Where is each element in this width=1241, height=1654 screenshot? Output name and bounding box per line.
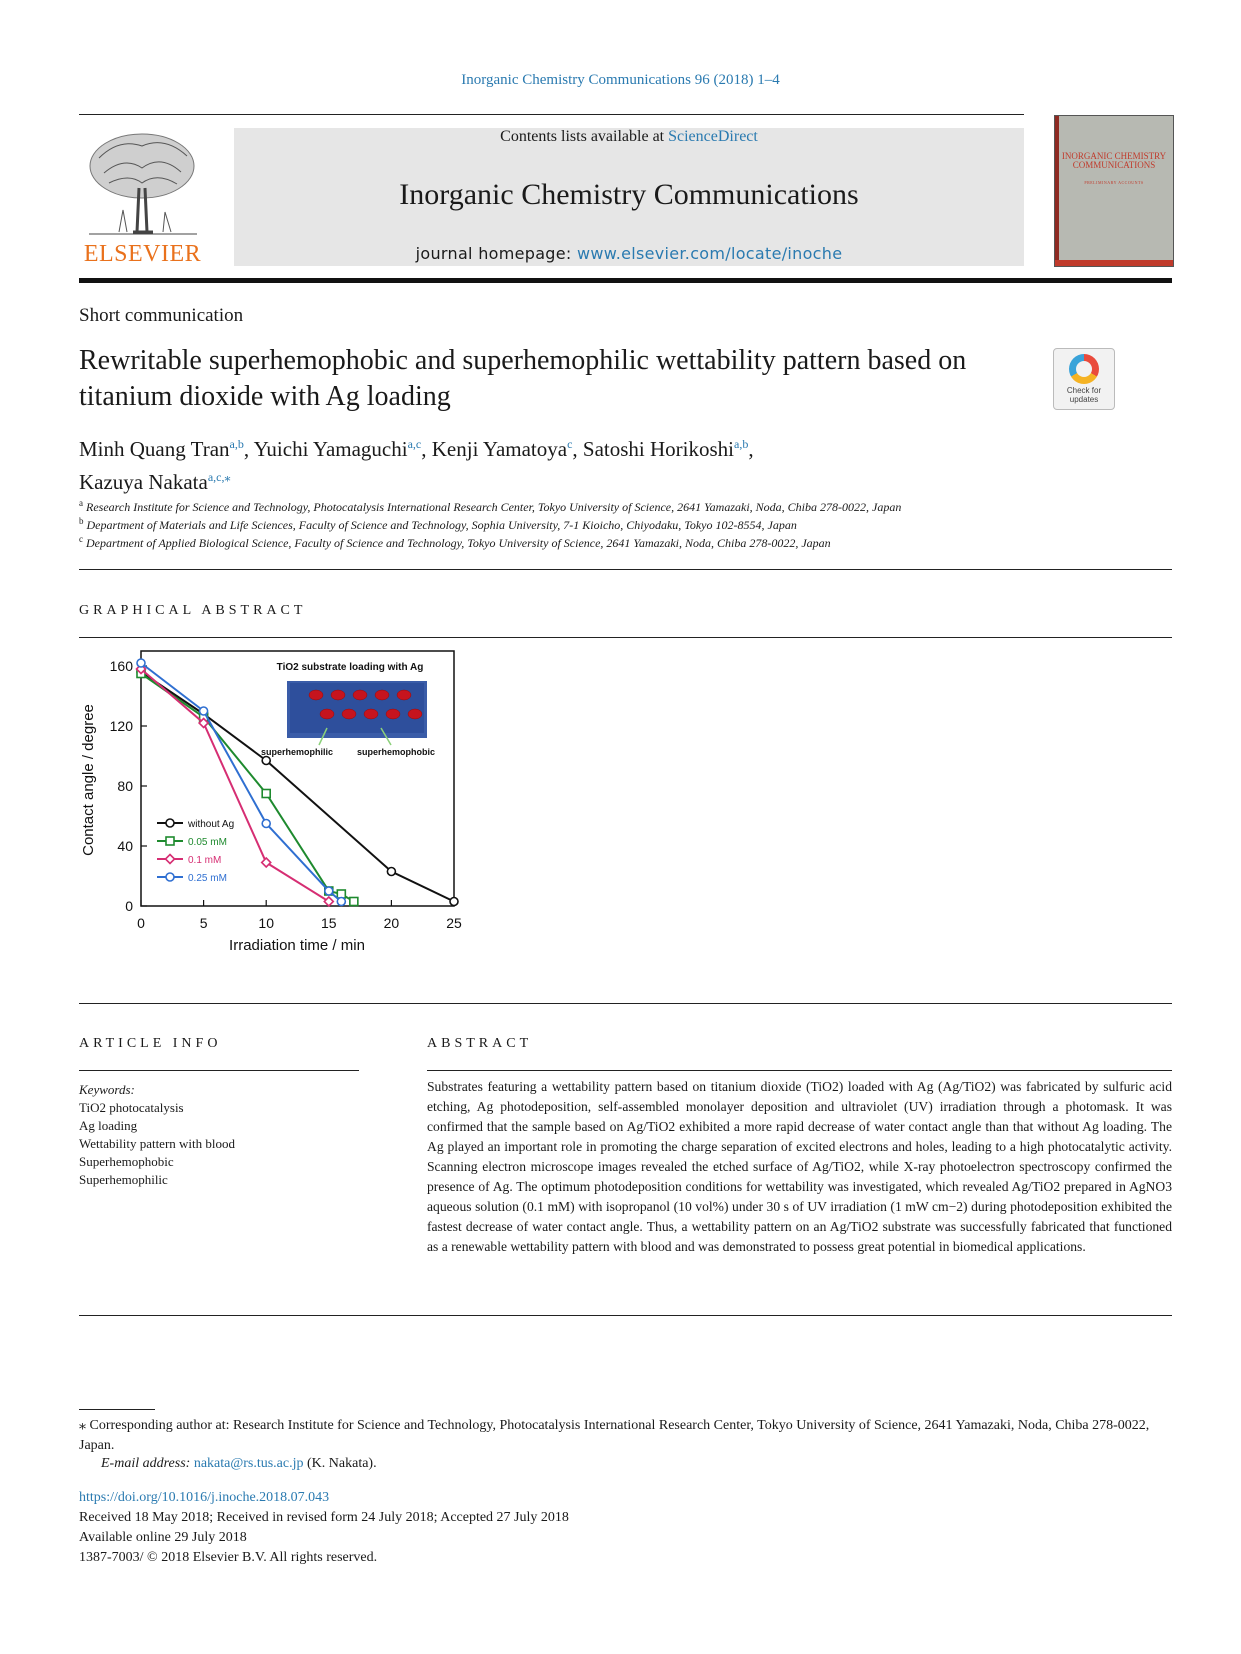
elsevier-wordmark: ELSEVIER	[83, 241, 202, 267]
inset-label-superhemophilic: superhemophilic	[260, 747, 334, 757]
affiliation-b	[79, 516, 1179, 533]
contact-angle-chart	[79, 648, 479, 973]
email-line	[101, 1456, 377, 1472]
cover-title: INORGANIC CHEMISTRY COMMUNICATIONS	[1061, 151, 1167, 170]
x-tick-label: 20	[383, 915, 400, 931]
legend-label: 0.05 mM	[188, 837, 227, 848]
author-name: Yuichi Yamaguchi	[253, 437, 408, 461]
inset-label-superhemophobic: superhemophobic	[356, 747, 436, 757]
cover-stripe	[1055, 116, 1059, 266]
legend-label: 0.1 mM	[188, 855, 222, 866]
data-point	[137, 659, 145, 667]
author-separator: ,	[421, 437, 432, 461]
data-point	[262, 790, 270, 798]
legend-marker	[166, 873, 174, 881]
affiliation-text: Department of Applied Biological Science, Faculty of Science and Technology, Tokyo University of Science, 2641 Yamazaki, Noda, Chiba 278-0022, Japan	[86, 536, 831, 550]
x-axis	[137, 900, 462, 931]
keyword-item: Ag loading	[79, 1118, 138, 1133]
homepage-prefix: journal homepage:	[415, 244, 577, 263]
x-tick-label: 10	[258, 915, 274, 931]
abstract-end-rule	[79, 1315, 1172, 1316]
graphical-abstract-heading: GRAPHICAL ABSTRACT	[79, 603, 307, 618]
graphical-abstract-rule	[79, 637, 1172, 638]
x-tick-label: 25	[446, 915, 462, 931]
graphical-abstract-figure[interactable]	[79, 648, 479, 973]
y-tick-label: 80	[117, 778, 133, 794]
elsevier-logo	[79, 128, 206, 268]
legend-label: 0.25 mM	[188, 873, 227, 884]
graphical-abstract-end-rule	[79, 1003, 1172, 1004]
contents-line	[234, 128, 1024, 146]
data-point	[200, 707, 208, 715]
author-affiliation-link[interactable]: a,b	[734, 437, 749, 451]
author-affiliation-link[interactable]: a,c,⁎	[207, 470, 231, 484]
y-axis-label: Contact angle / degree	[80, 704, 97, 856]
x-tick-label: 15	[321, 915, 337, 931]
affiliation-a	[79, 498, 1179, 515]
data-point	[262, 858, 271, 867]
check-for-updates-button[interactable]	[1053, 348, 1115, 410]
data-point	[262, 820, 270, 828]
author-separator: ,	[748, 437, 754, 461]
data-point	[337, 898, 345, 906]
affiliation-text: Research Institute for Science and Technology, Photocatalysis International Research Center, Tokyo University of Science, 2641 Yamazaki, Noda, Chiba 278-0022, Japan	[86, 500, 902, 514]
cover-bar	[1055, 260, 1173, 266]
homepage-line	[234, 244, 1024, 263]
abstract-rule	[427, 1070, 1172, 1071]
legend-marker	[166, 837, 174, 845]
footnote-rule	[79, 1409, 155, 1410]
data-point	[450, 898, 458, 906]
affiliation-marker: b	[79, 516, 84, 526]
y-tick-label: 0	[125, 898, 133, 914]
author-name: Kenji Yamatoya	[431, 437, 568, 461]
journal-cover[interactable]	[1054, 115, 1174, 267]
affiliation-rule	[79, 569, 1172, 570]
x-tick-label: 0	[137, 915, 145, 931]
available-online: Available online 29 July 2018	[79, 1530, 247, 1545]
legend-label: without Ag	[188, 819, 235, 830]
journal-name: Inorganic Chemistry Communications	[399, 178, 859, 211]
keywords-list	[79, 1081, 235, 1189]
author-separator: ,	[572, 437, 583, 461]
affiliation-c	[79, 534, 1179, 551]
data-point	[324, 897, 333, 906]
journal-citation[interactable]: Inorganic Chemistry Communications 96 (2018) 1–4	[461, 72, 780, 88]
article-type: Short communication	[79, 305, 244, 326]
copyright: 1387-7003/ © 2018 Elsevier B.V. All rights reserved.	[79, 1550, 378, 1565]
affiliation-marker: a	[79, 498, 83, 508]
legend-marker	[166, 855, 175, 864]
keyword-item: Wettability pattern with blood	[79, 1136, 236, 1151]
author-affiliation-link[interactable]: a,c	[407, 437, 422, 451]
chart-legend	[157, 819, 234, 884]
x-tick-label: 5	[199, 915, 208, 931]
article-title: Rewritable superhemophobic and superhemophilic wettability pattern based on titanium dioxide with Ag loading	[79, 345, 967, 412]
doi-link[interactable]: https://doi.org/10.1016/j.inoche.2018.07.043	[79, 1490, 330, 1505]
masthead-rule	[79, 278, 1172, 283]
y-tick-label: 160	[109, 658, 133, 674]
received-dates: Received 18 May 2018; Received in revised form 24 July 2018; Accepted 27 July 2018	[79, 1510, 569, 1525]
author-separator: ,	[243, 437, 254, 461]
data-point	[325, 887, 333, 895]
author-list	[79, 430, 1079, 496]
legend-marker	[166, 819, 174, 827]
y-tick-label: 120	[109, 718, 133, 734]
check-updates-icon	[1069, 354, 1099, 384]
email-suffix: (K. Nakata).	[303, 1456, 377, 1471]
data-point	[262, 757, 270, 765]
y-tick-label: 40	[117, 838, 133, 854]
check-updates-label: Check for updates	[1066, 386, 1102, 404]
affiliation-marker: c	[79, 534, 83, 544]
corresponding-author-note: ⁎ Corresponding author at: Research Institute for Science and Technology, Photocatalysis International Research Center, Tokyo University of Science, 2641 Yamazaki, Noda, Chiba 278-0022, Japan.	[79, 1418, 1150, 1453]
author-name: Kazuya Nakata	[79, 470, 208, 494]
affiliation-text: Department of Materials and Life Sciences, Faculty of Science and Technology, Sophia University, 7-1 Kioicho, Chiyodaku, Tokyo 102-8554, Japan	[86, 518, 797, 532]
data-point	[350, 898, 358, 906]
keyword-item: TiO2 photocatalysis	[79, 1100, 184, 1115]
homepage-link[interactable]: www.elsevier.com/locate/inoche	[577, 244, 843, 263]
inset-photo	[261, 662, 435, 757]
x-axis-label: Irradiation time / min	[229, 937, 365, 954]
tree-icon	[79, 128, 206, 240]
author-affiliation-link[interactable]: a,b	[229, 437, 244, 451]
keyword-item: Superhemophobic	[79, 1154, 174, 1169]
email-label: E-mail address:	[101, 1456, 194, 1471]
keywords-label: Keywords:	[79, 1082, 135, 1097]
sciencedirect-link[interactable]: ScienceDirect	[668, 128, 758, 145]
abstract-body: Substrates featuring a wettability pattern based on titanium dioxide (TiO2) loaded with Ag (Ag/TiO2) was fabricated by sulfuric acid etching, Ag photodeposition, self-assembled monolayer deposition and ultraviolet (UV) irradiation through a photomask. It was confirmed that the sample based on Ag/TiO2 exhibited a more rapid decrease of water contact angle than that without Ag loading. The Ag played an important role in promoting the charge separation of excited electrons and holes, leading to a high photocatalytic activity. Scanning electron microscope images revealed the etched surface of Ag/TiO2, while X-ray photoelectron spectroscopy confirmed the presence of Ag. The optimum photodeposition conditions for wettability was investigated, which revealed Ag/TiO2 prepared in AgNO3 aqueous solution (0.1 mM) with isopropanol (10 vol%) under 30 s of UV irradiation (1 mW cm−2) during photodeposition exhibited the fastest decrease of water contact angle. Thus, a wettability pattern on an Ag/TiO2 substrate was successfully fabricated that functioned as a renewable wettability pattern with blood and was demonstrated to possess great potential in biomedical applications.	[427, 1079, 1172, 1254]
journal-masthead	[234, 128, 1024, 266]
inset-title: TiO2 substrate loading with Ag	[276, 662, 424, 673]
article-info-rule	[79, 1070, 359, 1071]
article-info-heading: ARTICLE INFO	[79, 1036, 222, 1051]
author-affiliation-link[interactable]: c	[567, 437, 573, 451]
keyword-item: Superhemophilic	[79, 1172, 168, 1187]
email-link[interactable]: nakata@rs.tus.ac.jp	[193, 1456, 304, 1471]
author-name: Satoshi Horikoshi	[582, 437, 734, 461]
contents-prefix: Contents lists available at	[500, 128, 669, 145]
data-point	[387, 868, 395, 876]
header-rule	[79, 114, 1024, 115]
author-name: Minh Quang Tran	[79, 437, 230, 461]
abstract-heading: ABSTRACT	[427, 1036, 533, 1051]
cover-subtitle: PRELIMINARY ACCOUNTS	[1084, 180, 1144, 185]
